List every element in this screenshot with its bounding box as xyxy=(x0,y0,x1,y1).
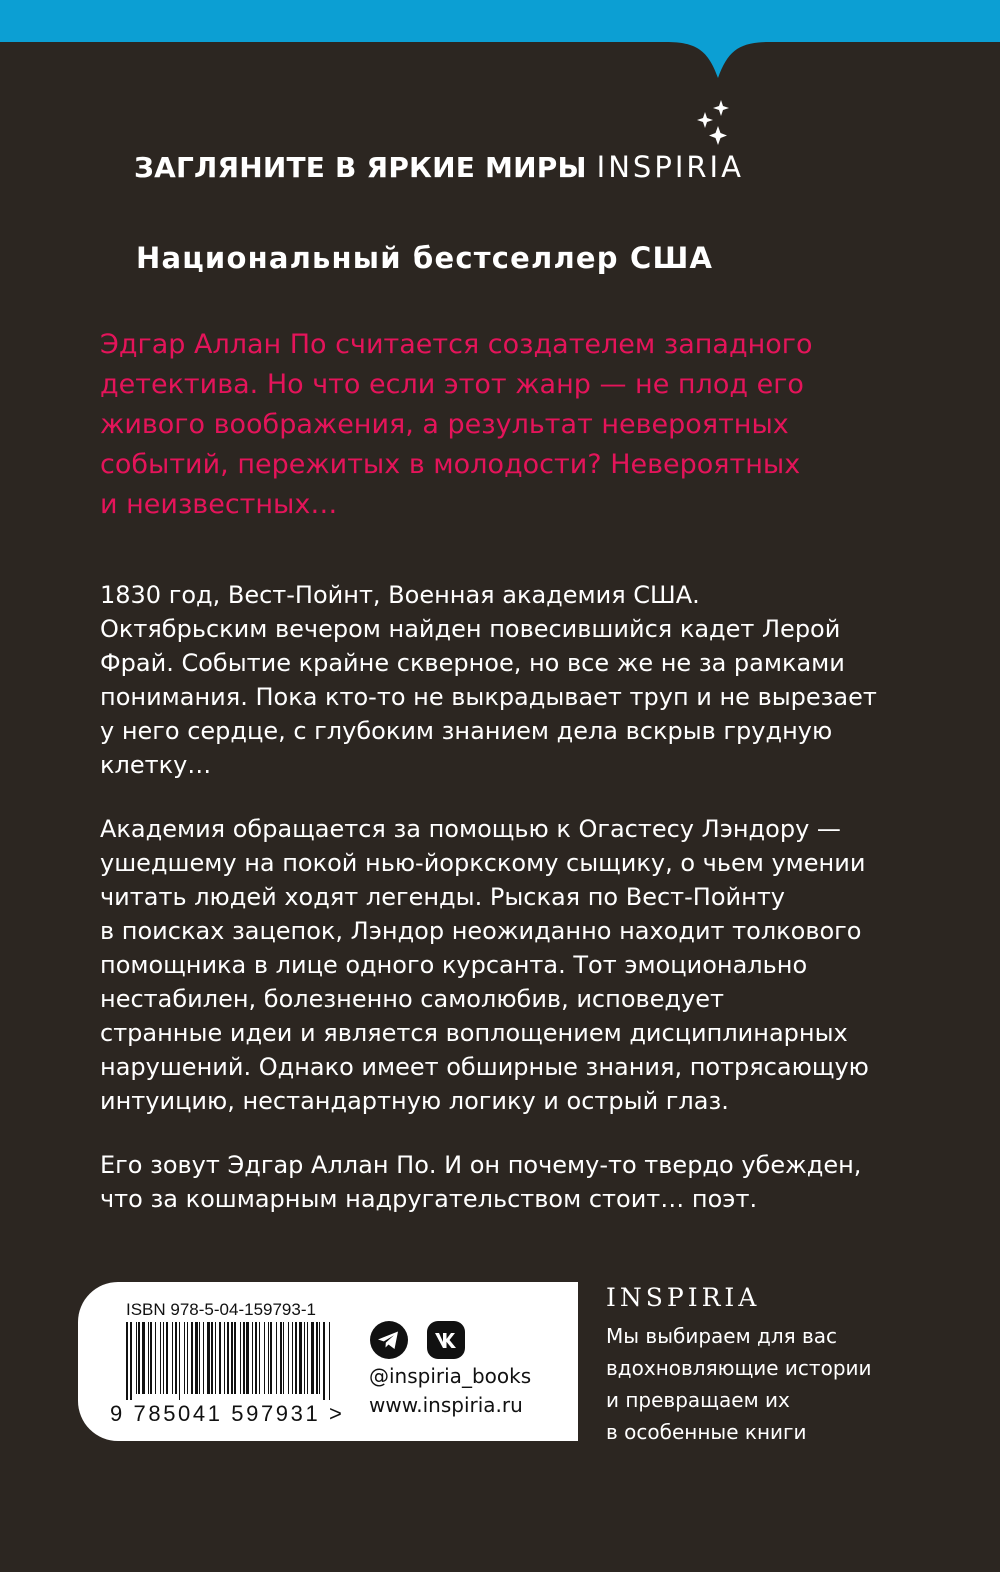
lead-line: живого воображения, а результат невероятных xyxy=(100,409,789,440)
barcode-bar xyxy=(203,1322,204,1394)
series-slogan xyxy=(134,150,744,184)
body-line: у него сердце, с глубоким знанием дела вскрыв грудную xyxy=(100,717,833,745)
barcode-bar xyxy=(316,1322,318,1394)
lead-paragraph xyxy=(100,325,860,525)
synopsis-paragraph-3 xyxy=(100,1148,900,1216)
telegram-icon[interactable] xyxy=(369,1320,409,1360)
barcode-bar xyxy=(264,1322,265,1394)
lead-line: Эдгар Аллан По считается создателем западного xyxy=(100,329,813,360)
slogan-brand: INSPIRIA xyxy=(596,150,744,184)
barcode-bar xyxy=(150,1322,152,1394)
barcode-bar xyxy=(231,1322,233,1394)
barcode-bar xyxy=(142,1322,145,1394)
body-line: странные идеи и является воплощением дисциплинарных xyxy=(100,1019,848,1047)
barcode-bar xyxy=(329,1322,330,1400)
barcode-bar xyxy=(195,1322,198,1394)
sparkles-icon xyxy=(694,96,734,148)
barcode-bar xyxy=(184,1322,185,1394)
barcode-bar xyxy=(243,1322,245,1394)
body-line: интуицию, нестандартную логику и острый глаз. xyxy=(100,1087,729,1115)
barcode-bar xyxy=(187,1322,188,1394)
publisher-tagline xyxy=(606,1320,926,1448)
barcode-bar xyxy=(166,1322,168,1394)
synopsis-paragraph-1 xyxy=(100,578,900,782)
barcode-bar xyxy=(172,1322,173,1394)
barcode-bar xyxy=(288,1322,289,1394)
barcode-bar xyxy=(234,1322,236,1394)
barcode-bar xyxy=(255,1322,257,1394)
website-link[interactable]: www.inspiria.ru xyxy=(369,1393,523,1417)
body-line: клетку… xyxy=(100,751,212,779)
barcode-bar xyxy=(270,1322,272,1394)
lead-line: событий, пережитых в молодости? Невероятных xyxy=(100,449,801,480)
tagline-line: в особенные книги xyxy=(606,1420,807,1444)
body-line: нарушений. Однако имеет обширные знания, потрясающую xyxy=(100,1053,869,1081)
barcode-bar xyxy=(138,1322,140,1394)
body-line: Академия обращается за помощью к Огастесу Лэндору — xyxy=(100,815,841,843)
top-band-tab xyxy=(0,0,1000,80)
tagline-line: и превращаем их xyxy=(606,1388,790,1412)
body-line: Его зовут Эдгар Аллан По. И он почему-то твердо убежден, xyxy=(100,1151,862,1179)
barcode-bar xyxy=(246,1322,249,1394)
barcode-bar xyxy=(175,1322,177,1394)
body-line: читать людей ходят легенды. Рыская по Вест-Пойнту xyxy=(100,883,786,911)
barcode-bar xyxy=(304,1322,305,1394)
barcode-bar xyxy=(155,1322,156,1394)
barcode-bar xyxy=(179,1322,180,1400)
barcode-bar xyxy=(207,1322,210,1394)
lead-line: и неизвестных… xyxy=(100,489,338,520)
barcode-bar xyxy=(307,1322,308,1394)
vk-icon[interactable] xyxy=(426,1320,466,1360)
barcode-bar xyxy=(240,1322,241,1394)
barcode-bar xyxy=(211,1322,213,1394)
body-line: понимания. Пока кто-то не выкрадывает труп и не вырезает xyxy=(100,683,877,711)
body-line: 1830 год, Вест-Пойнт, Военная академия США. xyxy=(100,581,700,609)
barcode-bar xyxy=(268,1322,269,1394)
barcode xyxy=(126,1322,334,1400)
body-line: в поисках зацепок, Лэндор неожиданно находит толкового xyxy=(100,917,862,945)
tagline-line: вдохновляющие истории xyxy=(606,1356,872,1380)
barcode-bar xyxy=(191,1322,193,1394)
body-line: Октябрьским вечером найден повесившийся кадет Лерой xyxy=(100,615,841,643)
barcode-bar xyxy=(224,1322,225,1394)
barcode-bar xyxy=(130,1322,132,1400)
barcode-bar xyxy=(252,1322,253,1394)
barcode-bar xyxy=(259,1322,260,1394)
body-line: что за кошмарным надругательством стоит… поэт. xyxy=(100,1185,758,1213)
body-line: нестабилен, болезненно самолюбив, исповедует xyxy=(100,985,724,1013)
barcode-card xyxy=(78,1282,578,1441)
barcode-bar xyxy=(219,1322,221,1394)
barcode-bar xyxy=(163,1322,164,1394)
barcode-bar xyxy=(136,1322,137,1394)
barcode-bar xyxy=(311,1322,314,1394)
body-line: Фрай. Событие крайне скверное, но все же не за рамками xyxy=(100,649,845,677)
body-line: помощника в лице одного курсанта. Тот эмоционально xyxy=(100,951,808,979)
barcode-bar xyxy=(323,1322,325,1400)
barcode-bar xyxy=(227,1322,229,1394)
tagline-line: Мы выбираем для вас xyxy=(606,1324,838,1348)
barcode-bar xyxy=(295,1322,297,1394)
barcode-digits: 9 785041 597931 > xyxy=(110,1401,345,1426)
synopsis xyxy=(100,578,900,1246)
barcode-bar xyxy=(276,1322,277,1394)
barcode-bar xyxy=(160,1322,161,1394)
barcode-bar xyxy=(283,1322,284,1394)
barcode-bar xyxy=(292,1322,293,1394)
body-line: ушедшему на покой нью-йоркскому сыщику, о чьем умении xyxy=(100,849,866,877)
barcode-bar xyxy=(126,1322,128,1400)
barcode-bar xyxy=(280,1322,282,1394)
barcode-bar xyxy=(215,1322,216,1394)
isbn-label: ISBN 978-5-04-159793-1 xyxy=(126,1300,316,1319)
barcode-bar xyxy=(199,1322,200,1394)
social-handle[interactable]: @inspiria_books xyxy=(369,1364,532,1388)
slogan-text: ЗАГЛЯНИТЕ В ЯРКИЕ МИРЫ xyxy=(134,151,587,184)
barcode-bar xyxy=(299,1322,302,1394)
publisher-logo: INSPIRIA xyxy=(606,1283,761,1312)
barcode-bar xyxy=(319,1322,320,1394)
synopsis-paragraph-2 xyxy=(100,812,900,1118)
bestseller-subtitle: Национальный бестселлер США xyxy=(136,241,714,275)
lead-line: детектива. Но что если этот жанр — не плод его xyxy=(100,369,804,400)
barcode-bar xyxy=(148,1322,149,1394)
